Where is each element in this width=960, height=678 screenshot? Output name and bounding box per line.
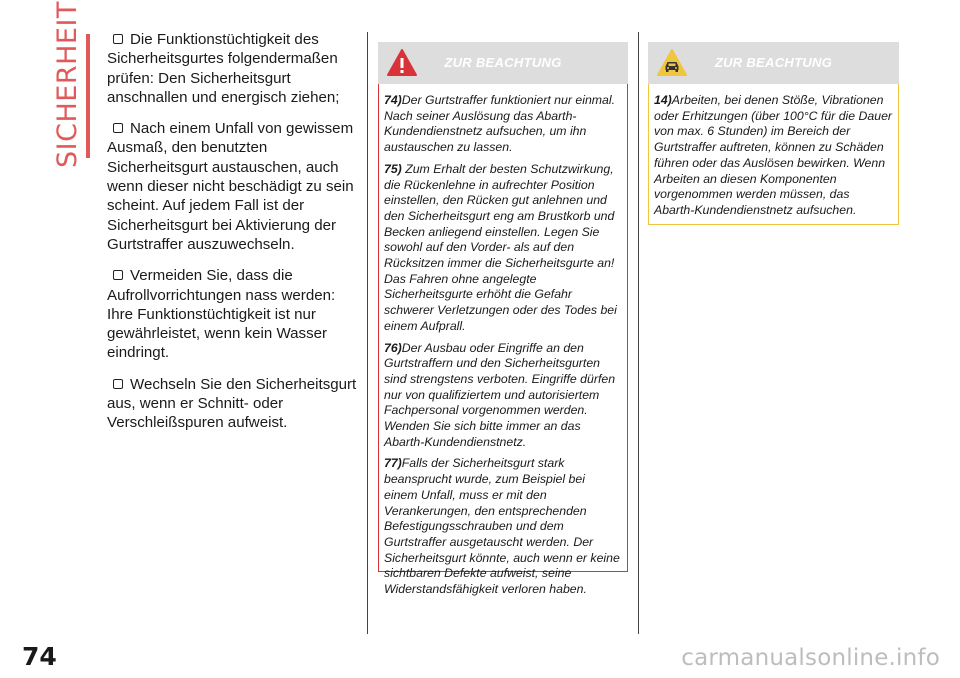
checkbox-bullet-icon xyxy=(113,270,123,280)
column-divider xyxy=(638,32,639,634)
list-item xyxy=(107,375,359,433)
section-title xyxy=(52,1,86,168)
instruction-list xyxy=(107,30,359,445)
page-number: 74 xyxy=(22,642,57,671)
warning-note xyxy=(384,456,621,597)
list-item-text: Vermeiden Sie, dass die Aufrollvorrichtungen nass werden: Ihre Funktionstüchtigkeit ist nur gewährleistet, wenn kein Wasser eindringt. xyxy=(107,267,336,362)
list-item-text: Nach einem Unfall von gewissem Ausmaß, den benutzten Sicherheitsgurt austauschen, auch wenn dieser nicht beschädigt zu sein scheint. Auf jedem Fall ist der Sicherheitsgurt bei Aktivierung der Gurtstraffer auszuwechseln. xyxy=(107,120,354,253)
checkbox-bullet-icon xyxy=(113,123,123,133)
warning-header xyxy=(378,42,628,84)
list-item-text: Wechseln Sie den Sicherheitsgurt aus, wenn er Schnitt- oder Verschleißspuren aufweist. xyxy=(107,375,357,432)
checkbox-bullet-icon xyxy=(113,379,123,389)
list-item xyxy=(107,30,359,107)
warning-note xyxy=(384,93,621,156)
note-text: Falls der Sicherheitsgurt stark beansprucht wurde, zum Beispiel bei einem Unfall, muss er mit den Verankerungen, den entsprechenden Befestigungsschrauben und dem Gurtstraffer ausgetauscht werden. Der Sicherheitsgurt könnte, auch wenn er keine sichtbaren Defekte aufweist, seine Widerstandsfähigkeit verloren haben. xyxy=(384,456,620,597)
warning-header xyxy=(648,42,899,84)
column-divider xyxy=(367,32,368,634)
list-item-text: Die Funktionstüchtigkeit des Sicherheitsgurtes folgendermaßen prüfen: Den Sicherheitsgurt anschnallen und energisch ziehen; xyxy=(107,31,340,106)
warning-note xyxy=(384,341,621,451)
warning-body xyxy=(649,84,898,229)
note-number: 74) xyxy=(384,93,402,107)
note-number: 77) xyxy=(384,456,402,471)
note-text: Arbeiten, bei denen Stöße, Vibrationen oder Erhitzungen (über 100°C für die Dauer von max. 6 Stunden) im Bereich der Gurtstraffer auftreten, können zu Schäden führen oder das Auslösen bewirken. Wenn Arbeiten an diesen Komponenten vorgenommen werden müssen, das Abarth-Kundendienstnetz aufsuchen. xyxy=(654,93,893,217)
note-number: 76) xyxy=(384,340,402,355)
exclamation-warning-icon xyxy=(386,48,418,78)
car-warning-icon xyxy=(656,48,688,78)
warning-body xyxy=(379,84,627,608)
note-number: 14) xyxy=(654,93,672,107)
list-item xyxy=(107,266,359,362)
note-text: Der Ausbau oder Eingriffe an den Gurtstraffern und den Sicherheitsgurten sind strengstens verboten. Eingriffe dürfen nur von qualifiziertem und autorisiertem Fachpersonal vorgenommen werden. Wenden Sie sich bitte immer an das Abarth-Kundendienstnetz. xyxy=(384,340,616,449)
warning-box-red xyxy=(378,42,628,597)
section-title-text: SICHERHEIT xyxy=(52,1,83,168)
list-item xyxy=(107,119,359,254)
warning-title: ZUR BEACHTUNG xyxy=(714,55,833,71)
section-accent-rule xyxy=(86,34,90,158)
warning-box-yellow xyxy=(648,42,899,225)
checkbox-bullet-icon xyxy=(113,34,123,44)
note-text: Zum Erhalt der besten Schutzwirkung, die Rückenlehne in aufrechter Position einstellen, den Rücken gut anlehnen und den Sicherheitsgurt eng am Brustkorb und Becken anliegend einstellen. Legen Sie sowohl auf den Vorder- als auf den Rücksitzen immer die Sicherheitsgurte an! Das Fahren ohne angelegte Sicherheitsgurte erhöht die Gefahr schwerer Verletzungen oder des Todes bei einem Aufprall. xyxy=(384,161,617,333)
warning-title: ZUR BEACHTUNG xyxy=(444,55,562,71)
warning-note xyxy=(654,93,892,219)
watermark: carmanualsonline.info xyxy=(681,645,940,671)
note-text: Der Gurtstraffer funktioniert nur einmal. Nach seiner Auslösung das Abarth-Kundendienstnetz aufsuchen, um ihn austauschen zu lassen. xyxy=(384,93,616,155)
warning-note xyxy=(384,162,621,335)
note-number: 75) xyxy=(384,161,402,176)
